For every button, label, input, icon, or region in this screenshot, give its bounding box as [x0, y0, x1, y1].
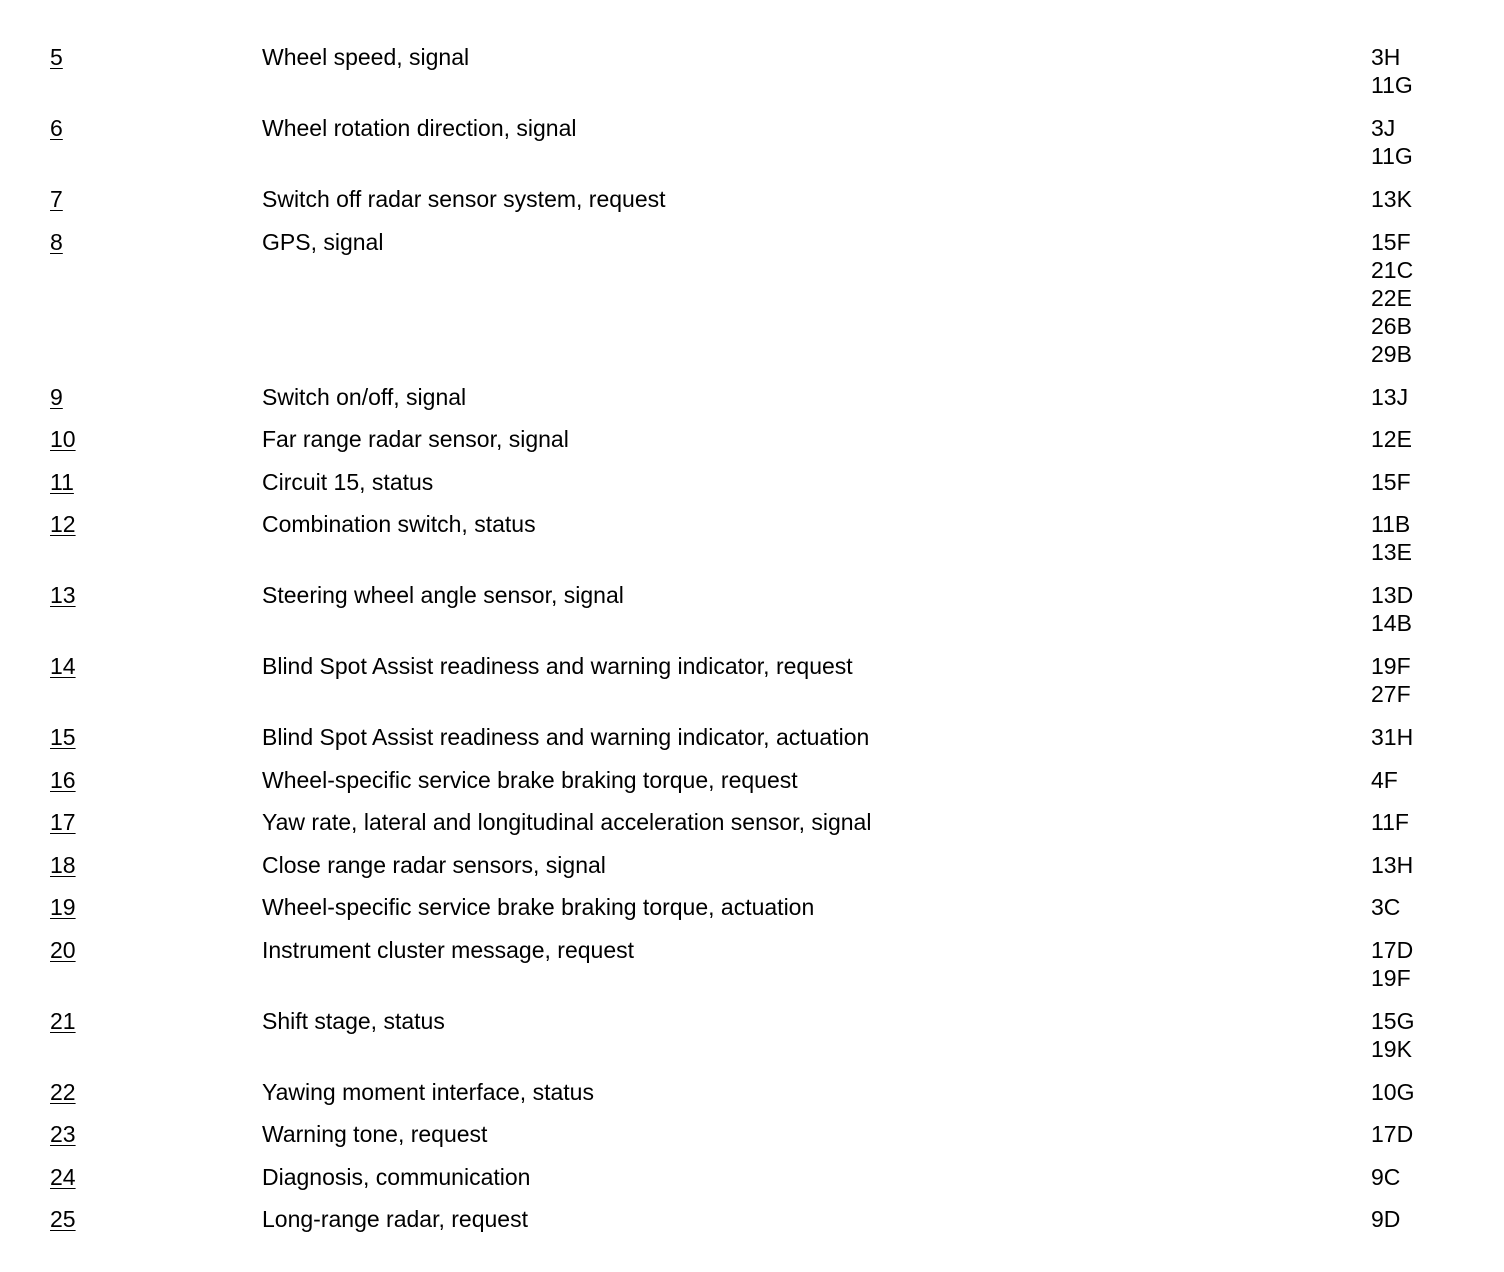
- grid-reference-list: [1371, 652, 1481, 708]
- row-description: GPS, signal: [262, 228, 384, 255]
- row-description: Yaw rate, lateral and longitudinal acceleration sensor, signal: [262, 809, 872, 835]
- table-row: [0, 185, 1504, 213]
- row-number-link[interactable]: 22: [50, 1078, 76, 1105]
- grid-reference: 11B: [1371, 511, 1411, 537]
- grid-reference: 3H: [1371, 44, 1401, 70]
- grid-reference: 3C: [1371, 894, 1401, 920]
- grid-reference: 4F: [1371, 766, 1398, 793]
- row-description: Blind Spot Assist readiness and warning indicator, request: [262, 653, 853, 679]
- grid-reference: 9D: [1371, 1206, 1401, 1232]
- grid-reference-list: [1371, 723, 1481, 751]
- table-row: [0, 851, 1504, 879]
- row-number-link[interactable]: 24: [50, 1163, 76, 1190]
- row-description: Circuit 15, status: [262, 468, 434, 495]
- grid-reference: 21C: [1371, 256, 1414, 283]
- grid-reference-list: [1371, 1007, 1481, 1063]
- row-description: Far range radar sensor, signal: [262, 426, 569, 452]
- row-description: Yawing moment interface, status: [262, 1078, 594, 1105]
- row-description: Instrument cluster message, request: [262, 936, 634, 963]
- grid-reference: 13J: [1371, 383, 1409, 410]
- grid-reference-list: [1371, 1205, 1481, 1233]
- table-row: [0, 468, 1504, 496]
- grid-reference-list: [1371, 510, 1481, 566]
- row-number-link[interactable]: 25: [50, 1206, 76, 1232]
- row-number-link[interactable]: 21: [50, 1007, 76, 1034]
- grid-reference: 15G: [1371, 1007, 1415, 1034]
- grid-reference: 13H: [1371, 851, 1414, 878]
- grid-reference: 27F: [1371, 681, 1411, 707]
- grid-reference-list: [1371, 43, 1481, 99]
- grid-reference-list: [1371, 468, 1481, 496]
- grid-reference: 26B: [1371, 312, 1412, 339]
- table-row: [0, 1205, 1504, 1233]
- row-number-link[interactable]: 9: [50, 383, 63, 410]
- table-row: [0, 43, 1504, 99]
- row-description: Blind Spot Assist readiness and warning indicator, actuation: [262, 724, 870, 750]
- table-row: [0, 383, 1504, 411]
- row-number-link[interactable]: 16: [50, 766, 76, 793]
- row-description: Wheel-specific service brake braking torque, request: [262, 766, 798, 793]
- row-number-link[interactable]: 5: [50, 44, 63, 70]
- grid-reference-list: [1371, 383, 1481, 411]
- grid-reference-list: [1371, 425, 1481, 453]
- grid-reference-list: [1371, 1120, 1481, 1148]
- grid-reference: 12E: [1371, 426, 1412, 452]
- grid-reference: 13D: [1371, 582, 1414, 608]
- grid-reference: 19K: [1371, 1035, 1412, 1062]
- grid-reference: 11G: [1371, 72, 1413, 98]
- grid-reference: 13E: [1371, 539, 1412, 565]
- grid-reference: 22E: [1371, 284, 1412, 311]
- grid-reference: 31H: [1371, 724, 1414, 750]
- grid-reference: 15F: [1371, 468, 1411, 495]
- row-number-link[interactable]: 14: [50, 653, 76, 679]
- row-number-link[interactable]: 19: [50, 894, 76, 920]
- table-row: [0, 114, 1504, 170]
- row-number-link[interactable]: 23: [50, 1121, 76, 1147]
- table-row: [0, 1078, 1504, 1106]
- table-row: [0, 936, 1504, 992]
- table-row: [0, 1163, 1504, 1191]
- row-description: Combination switch, status: [262, 511, 536, 537]
- table-row: [0, 1120, 1504, 1148]
- table-row: [0, 510, 1504, 566]
- row-number-link[interactable]: 13: [50, 582, 76, 608]
- row-description: Wheel-specific service brake braking torque, actuation: [262, 894, 815, 920]
- grid-reference: 19F: [1371, 964, 1411, 991]
- row-number-link[interactable]: 8: [50, 228, 63, 255]
- grid-reference: 17D: [1371, 1121, 1414, 1147]
- row-description: Close range radar sensors, signal: [262, 851, 606, 878]
- row-description: Warning tone, request: [262, 1121, 488, 1147]
- row-description: Wheel rotation direction, signal: [262, 115, 577, 141]
- grid-reference-list: [1371, 893, 1481, 921]
- grid-reference-list: [1371, 766, 1481, 794]
- row-description: Switch on/off, signal: [262, 383, 467, 410]
- grid-reference: 10G: [1371, 1078, 1415, 1105]
- row-number-link[interactable]: 11: [50, 468, 74, 495]
- grid-reference: 3J: [1371, 115, 1396, 141]
- grid-reference: 19F: [1371, 653, 1411, 679]
- row-number-link[interactable]: 6: [50, 115, 63, 141]
- table-row: [0, 723, 1504, 751]
- grid-reference-list: [1371, 936, 1481, 992]
- table-row: [0, 652, 1504, 708]
- row-description: Shift stage, status: [262, 1007, 445, 1034]
- row-description: Steering wheel angle sensor, signal: [262, 582, 624, 608]
- table-row: [0, 766, 1504, 794]
- row-description: Long-range radar, request: [262, 1206, 528, 1232]
- grid-reference-list: [1371, 1078, 1481, 1106]
- table-row: [0, 808, 1504, 836]
- grid-reference: 11F: [1371, 809, 1409, 835]
- row-number-link[interactable]: 18: [50, 851, 76, 878]
- table-row: [0, 893, 1504, 921]
- grid-reference-list: [1371, 185, 1481, 213]
- row-number-link[interactable]: 7: [50, 186, 63, 212]
- row-description: Diagnosis, communication: [262, 1163, 531, 1190]
- grid-reference: 14B: [1371, 610, 1412, 636]
- row-description: Switch off radar sensor system, request: [262, 186, 666, 212]
- grid-reference-list: [1371, 228, 1481, 368]
- grid-reference: 15F: [1371, 228, 1411, 255]
- table-row: [0, 581, 1504, 637]
- grid-reference-list: [1371, 851, 1481, 879]
- grid-reference-list: [1371, 114, 1481, 170]
- row-number-link[interactable]: 10: [50, 426, 76, 452]
- grid-reference: 9C: [1371, 1163, 1401, 1190]
- grid-reference-list: [1371, 808, 1481, 836]
- row-number-link[interactable]: 20: [50, 936, 76, 963]
- row-number-link[interactable]: 12: [50, 511, 76, 537]
- grid-reference: 13K: [1371, 186, 1412, 212]
- grid-reference: 11G: [1371, 143, 1413, 169]
- row-number-link[interactable]: 15: [50, 724, 76, 750]
- table-row: [0, 425, 1504, 453]
- table-row: [0, 228, 1504, 368]
- row-description: Wheel speed, signal: [262, 44, 470, 70]
- grid-reference: 17D: [1371, 936, 1414, 963]
- grid-reference-list: [1371, 581, 1481, 637]
- signal-table: [0, 43, 1504, 1248]
- grid-reference-list: [1371, 1163, 1481, 1191]
- table-row: [0, 1007, 1504, 1063]
- row-number-link[interactable]: 17: [50, 809, 76, 835]
- grid-reference: 29B: [1371, 340, 1412, 367]
